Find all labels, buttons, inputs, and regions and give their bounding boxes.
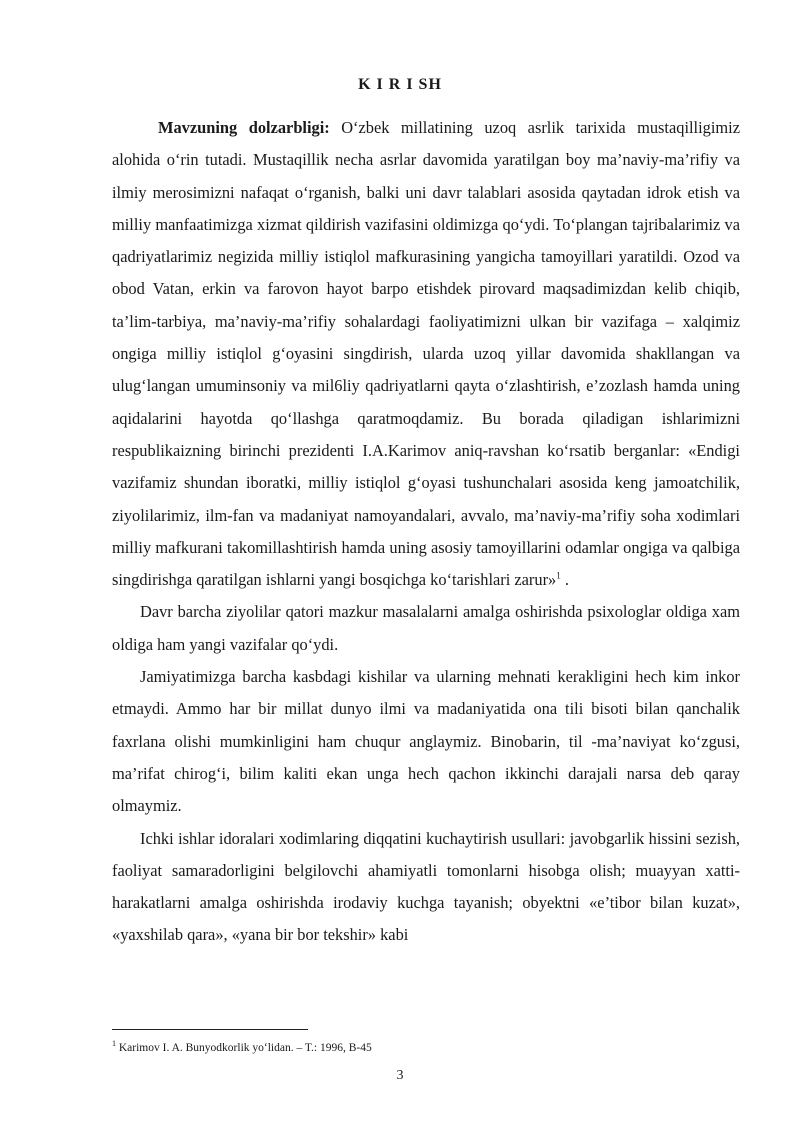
- page-title: K I R I SH: [358, 76, 442, 93]
- paragraph-lead: Mavzuning dolzarbligi:: [158, 118, 330, 137]
- footnote: [112, 1041, 740, 1055]
- footnote-text: Karimov I. A. Bunyodkorlik yo‘lidan. – T.: 1996, B-45: [116, 1042, 372, 1054]
- paragraph-tail: .: [560, 570, 569, 590]
- page-number: 3: [396, 1068, 404, 1083]
- paragraph-4: Ichki ishlar idoralari xodimlaring diqqatini kuchaytirish usullari: javobgarlik hissini sezish, faoliyat samaradorligini belgilovchi ahamiyatli tomonlarni hisobga olish; muayyan xatti-harakatlarni amalga oshirishda irodaviy kuchga tayanish; obyektni «e’tibor bilan kuzat», «yaxshilab qara», «yana bir bor tekshir» kabi: [112, 828, 740, 945]
- footnote-number: 1: [112, 1039, 116, 1049]
- paragraph-1: [112, 112, 740, 596]
- footnote-divider: [112, 1029, 308, 1030]
- paragraph-3: Jamiyatimizga barcha kasbdagi kishilar va ularning mehnati kerakligini hech kim inkor etmaydi. Ammo har bir millat dunyo ilmi va madaniyatida ona tili bisoti bilan qanchalik faxrlana olishi mumkinligini ham chuqur anglaymiz. Binobarin, til -ma’naviyat ko‘zgusi, ma’rifat chirog‘i, bilim kaliti ekan unga hech qachon ikkinchi darajali narsa deb qaray olmaymiz.: [112, 667, 740, 816]
- paragraph-text: O‘zbek millatining uzoq asrlik tarixida mustaqilligimiz alohida o‘rin tutadi. Mustaqillik necha asrlar davomida yaratilgan boy ma’naviy-ma’rifiy va ilmiy merosimizni nafaqat o‘rganish, balki uni davr talablari asosida qaytadan idrok etish va milliy manfaatimizga xizmat qildirish vazifasini oldimizga qo‘ydi. To‘plangan tajribalarimiz va qadriyatlarimiz negizida milliy istiqlol mafkurasining yangicha tamoyillari yaratildi. Ozod va obod Vatan, erkin va farovon hayot barpo etishdek pirovard maqsadimizdan kelib chiqib, ta’lim-tarbiya, ma’naviy-ma’rifiy sohalardagi faoliyatimizni ulkan bir vazifaga – xalqimiz ongiga milliy istiqlol g‘oyasini singdirish, ularda uzoq yillar davomida shakllangan va ulug‘langan umuminsoniy va mil6liy qadriyatlarni qayta o‘zlashtirish, e’zozlash hamda uning aqidalarini hayotda qo‘llashga qaratmoqdamiz. Bu borada qiladigan ishlarimizni respublikaizning birinchi prezidenti I.A.Karimov aniq-ravshan ko‘rsatib berganlar: «Endigi vazifamiz shundan iboratki, milliy istiqlol g‘oyasi tushunchalari asosida keng jamoatchilik, ziyolilarimiz, ilm-fan va madaniyat namoyandalari, avvalo, ma’naviy-ma’rifiy soha xodimlari milliy mafkurani takomillashtirish hamda uning asosiy tamoyillarini odamlar ongiga va qalbiga singdirishga qaratilgan ishlarni yangi bosqichga ko‘tarishlari zarur»: [112, 118, 740, 590]
- paragraph-2: Davr barcha ziyolilar qatori mazkur masalalarni amalga oshirishda psixologlar oldiga xam oldiga ham yangi vazifalar qo‘ydi.: [112, 602, 740, 654]
- body-text: [112, 112, 740, 952]
- footnote-reference[interactable]: 1: [556, 570, 561, 581]
